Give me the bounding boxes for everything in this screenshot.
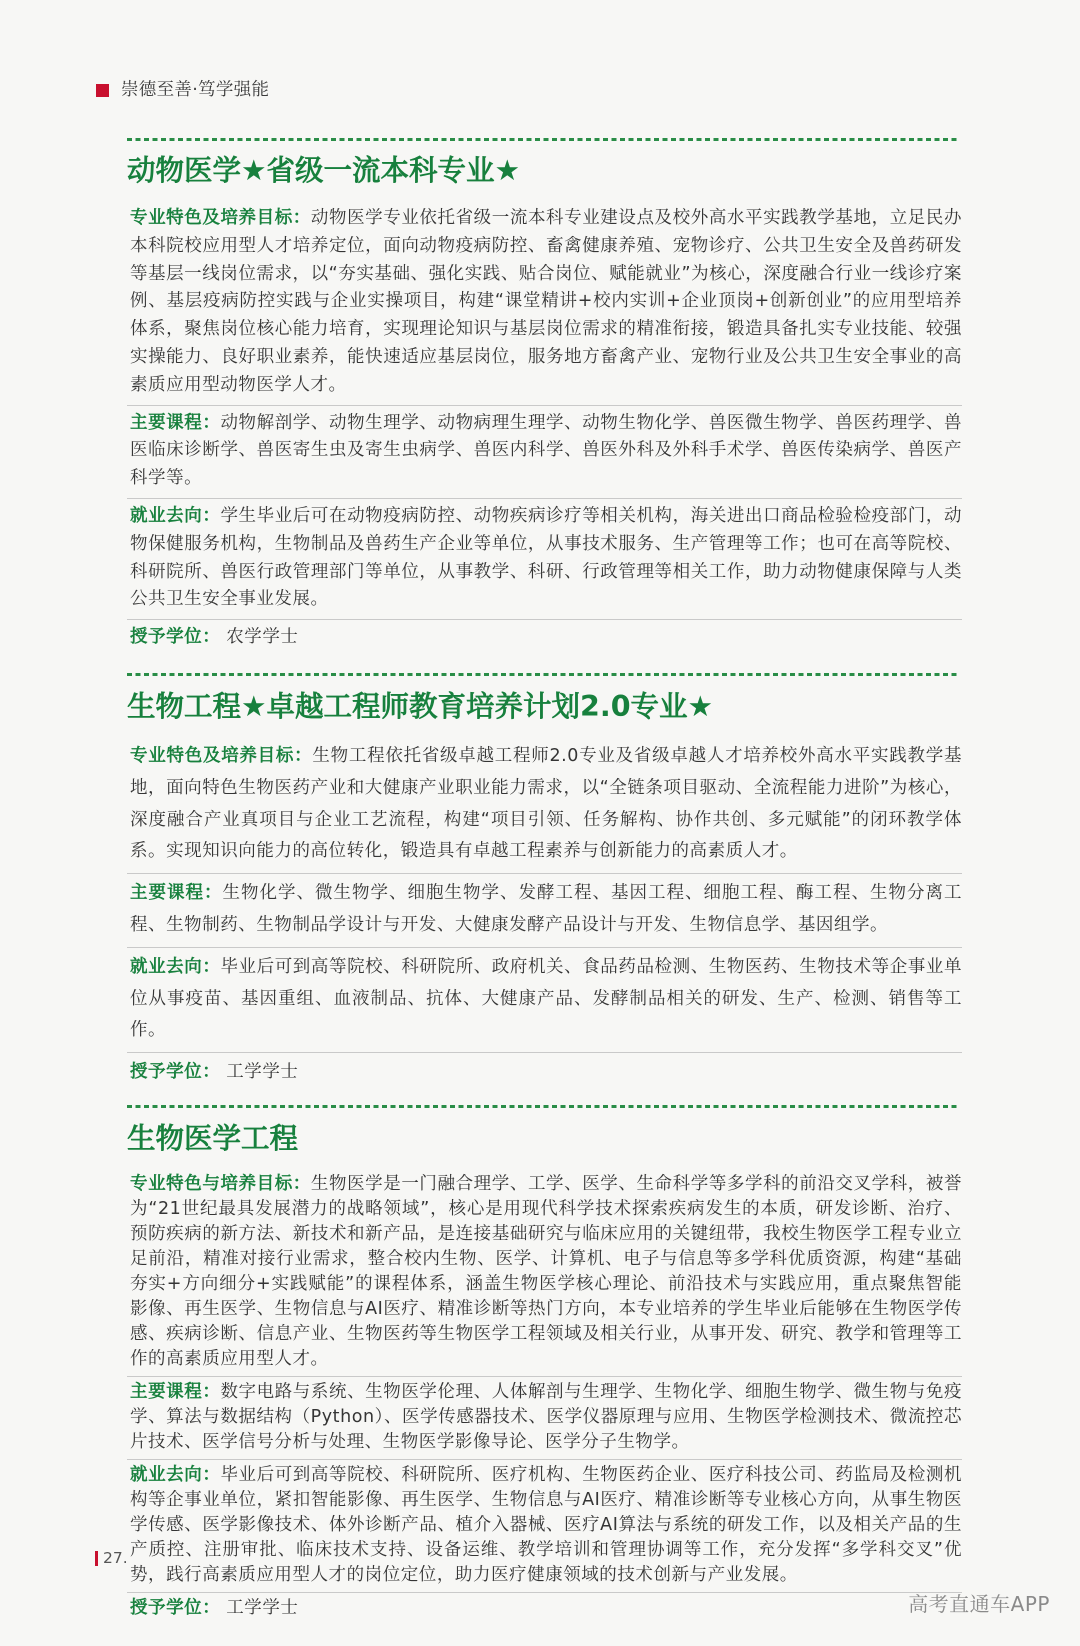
degree-value: 工学学士 [226, 1062, 299, 1083]
degree-label: 授予学位： [130, 627, 221, 648]
courses-paragraph [130, 410, 962, 493]
degree-paragraph [130, 1596, 962, 1621]
courses-paragraph [130, 878, 962, 942]
courses-text: 生物化学、微生物学、细胞生物学、发酵工程、基因工程、细胞工程、酶工程、生物分离工程、生物制药、生物制品学设计与开发、大健康发酵产品设计与开发、生物信息学、基因组学。 [130, 883, 963, 935]
careers-paragraph [130, 503, 962, 614]
feature-text: 动物医学专业依托省级一流本科专业建设点及校外高水平实践教学基地，立足民办本科院校应用型人才培养定位，面向动物疫病防控、畜禽健康养殖、宠物诊疗、公共卫生安全及兽药研发等基层一线岗位需求，以“夯实基础、强化实践、贴合岗位、赋能就业”为核心，深度融合行业一线诊疗案例、基层疫病防控实践与企业实操项目，构建“课堂精讲+校内实训+企业顶岗+创新创业”的应用型培养体系，聚焦岗位核心能力培育，实现理论知识与基层岗位需求的精准衔接，锻造具备扎实专业技能、较强实操能力、良好职业素养，能快速适应基层岗位，服务地方畜禽产业、宠物行业及公共卫生安全事业的高素质应用型动物医学人才。 [130, 208, 963, 395]
feature-block [127, 1169, 962, 1377]
feature-text: 生物工程依托省级卓越工程师2.0专业及省级卓越人才培养校外高水平实践教学基地，面向特色生物医药产业和大健康产业职业能力需求，以“全链条项目驱动、全流程能力进阶”为核心，深度融合产业真项目与企业工艺流程，构建“项目引领、任务解构、协作共创、多元赋能”的闭环教学体系。实现知识向能力的高位转化，锻造具有卓越工程素养与创新能力的高素质人才。 [130, 745, 962, 862]
section-divider-dashed [127, 1105, 957, 1108]
courses-text: 动物解剖学、动物生理学、动物病理生理学、动物生物化学、兽医微生物学、兽医药理学、兽医临床诊断学、兽医寄生虫及寄生虫病学、兽医内科学、兽医外科及外科手术学、兽医传染病学、兽医产科学等。 [130, 412, 963, 489]
page-number-text: 27. [103, 1549, 128, 1567]
courses-block [127, 1377, 962, 1460]
app-watermark: 高考直通车APP [908, 1592, 1050, 1616]
degree-paragraph [130, 1057, 962, 1089]
feature-label: 专业特色及培养目标： [130, 745, 313, 766]
careers-block [127, 499, 962, 620]
feature-block [127, 737, 962, 874]
courses-label: 主要课程： [130, 883, 223, 904]
degree-value: 农学学士 [226, 627, 299, 648]
page-number [95, 1550, 128, 1566]
degree-block [127, 1053, 962, 1094]
careers-text: 毕业后可到高等院校、科研院所、政府机关、食品药品检测、生物医药、生物技术等企事业单位从事疫苗、基因重组、血液制品、抗体、大健康产品、发酵制品相关的研发、生产、检测、销售等工作。 [130, 956, 963, 1041]
major-section-bioengineering [127, 673, 962, 1094]
degree-paragraph [130, 624, 962, 652]
feature-block [127, 201, 962, 406]
feature-text: 生物医学是一门融合理学、工学、医学、生命科学等多学科的前沿交叉学科，被誉为“21世纪最具发展潜力的战略领域”，核心是用现代科学技术探索疾病发生的本质，研发诊断、治疗、预防疾病的新方法、新技术和新产品，是连接基础研究与临床应用的关键纽带，我校生物医学工程专业立足前沿，精准对接行业需求，整合校内生物、医学、计算机、电子与信息等多学科优质资源，构建“基础夯实+方向细分+实践赋能”的课程体系，涵盖生物医学核心理论、前沿技术与实践应用，重点聚焦智能影像、再生医学、生物信息与AI医疗、精准诊断等热门方向，本专业培养的学生毕业后能够在生物医学传感、疾病诊断、信息产业、生物医药等生物医学工程领域及相关行业，从事开发、研究、教学和管理等工作的高素质应用型人才。 [130, 1173, 963, 1369]
careers-paragraph [130, 952, 962, 1047]
careers-label: 就业去向： [130, 956, 221, 977]
careers-label: 就业去向： [130, 505, 221, 526]
careers-text: 毕业后可到高等院校、科研院所、医疗机构、生物医药企业、医疗科技公司、药监局及检测机构等企事业单位，紧扣智能影像、再生医学、生物信息与AI医疗、精准诊断等专业核心方向，从事生物医学传感、医学影像技术、体外诊断产品、植介入器械、医疗AI算法与系统的研发工作，以及相关产品的生产质控、注册审批、临床技术支持、设备运维、教学培训和管理协调等工作，充分发挥“多学科交叉”优势，践行高素质应用型人才的岗位定位，助力医疗健康领域的技术创新与产业发展。 [130, 1464, 963, 1585]
courses-label: 主要课程： [130, 412, 221, 433]
courses-paragraph [130, 1380, 962, 1455]
section-divider-dashed [127, 673, 957, 676]
section-divider-dashed [127, 138, 957, 141]
main-content [127, 138, 962, 1625]
red-square-bullet-icon [96, 84, 109, 97]
careers-block [127, 948, 962, 1053]
degree-value: 工学学士 [226, 1597, 299, 1618]
degree-block [127, 620, 962, 657]
careers-paragraph [130, 1463, 962, 1588]
degree-block [127, 1593, 962, 1625]
careers-label: 就业去向： [130, 1464, 221, 1485]
courses-block [127, 406, 962, 499]
page-number-bar [95, 1551, 98, 1566]
careers-block [127, 1460, 962, 1593]
major-section-animal-medicine [127, 138, 962, 657]
degree-label: 授予学位： [130, 1062, 221, 1083]
major-title: 动物医学★省级一流本科专业★ [127, 154, 521, 187]
feature-label: 专业特色及培养目标： [130, 208, 311, 228]
major-section-biomedical-engineering [127, 1105, 962, 1625]
feature-label: 专业特色与培养目标： [130, 1173, 311, 1194]
careers-text: 学生毕业后可在动物疫病防控、动物疾病诊疗等相关机构，海关进出口商品检验检疫部门，动物保健服务机构，生物制品及兽药生产企业等单位，从事技术服务、生产管理等工作；也可在高等院校、科研院所、兽医行政管理部门等单位，从事教学、科研、行政管理等相关工作，助力动物健康保障与人类公共卫生安全事业发展。 [130, 505, 963, 610]
courses-text: 数字电路与系统、生物医学伦理、人体解剖与生理学、生物化学、细胞生物学、微生物与免疫学、算法与数据结构（Python）、医学传感器技术、医学仪器原理与应用、生物医学检测技术、微流控芯片技术、医学信号分析与处理、生物医学影像导论、医学分子生物学。 [130, 1381, 963, 1452]
feature-paragraph [130, 1172, 962, 1372]
courses-block [127, 874, 962, 948]
header-slogan: 崇德至善·笃学强能 [121, 80, 270, 100]
page-header [96, 78, 269, 102]
degree-label: 授予学位： [130, 1597, 221, 1618]
courses-label: 主要课程： [130, 1381, 221, 1402]
feature-paragraph [130, 205, 962, 400]
major-title: 生物工程★卓越工程师教育培养计划2.0专业★ [127, 689, 714, 723]
major-title: 生物医学工程 [127, 1121, 299, 1155]
feature-paragraph [130, 741, 962, 868]
